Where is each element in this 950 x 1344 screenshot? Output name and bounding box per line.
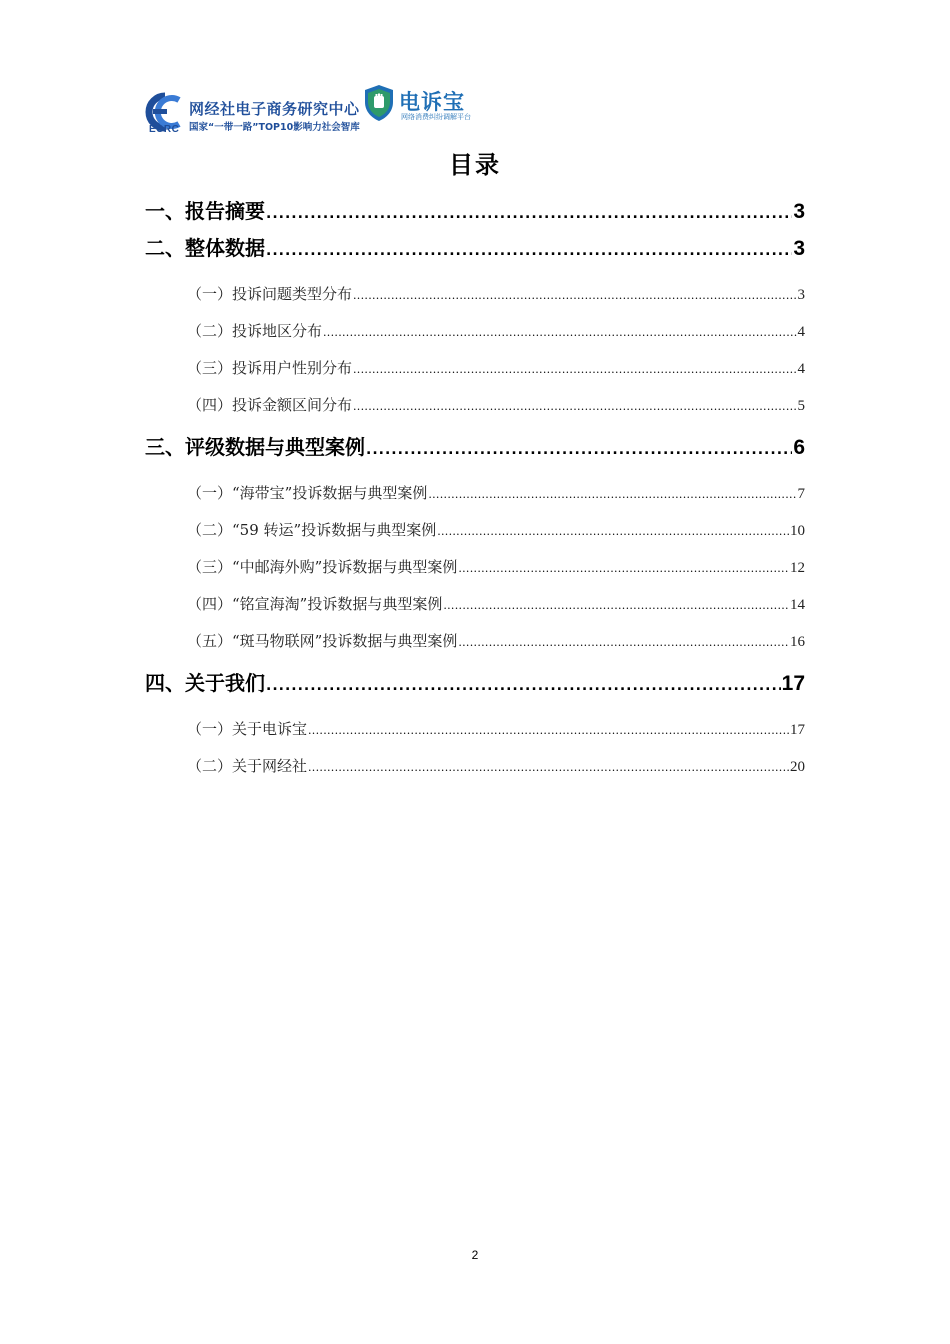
toc-entry-label: （五）“斑马物联网”投诉数据与典型案例 bbox=[187, 632, 458, 650]
toc-entry-page: 7 bbox=[797, 486, 805, 502]
org-slogan: 国家“一带一路”TOP10影响力社会智库 bbox=[189, 122, 360, 133]
toc-entry-page: 20 bbox=[790, 759, 805, 775]
toc-leader-dots bbox=[437, 525, 789, 538]
toc-entry-page: 4 bbox=[797, 361, 805, 377]
toc-entry-label: 二、整体数据 bbox=[145, 236, 265, 260]
toc-entry-page: 17 bbox=[781, 672, 805, 695]
toc-entry-label: （二）“59 转运”投诉数据与典型案例 bbox=[187, 521, 437, 539]
toc-entry-page: 16 bbox=[790, 634, 805, 650]
toc-leader-dots bbox=[323, 326, 796, 339]
toc-subsection-entry[interactable] bbox=[145, 556, 805, 593]
table-of-contents bbox=[145, 195, 805, 792]
toc-entry-label: （一）投诉问题类型分布 bbox=[187, 285, 353, 303]
toc-entry-label: （四）“铭宣海淘”投诉数据与典型案例 bbox=[187, 595, 443, 613]
toc-entry-label: （三）“中邮海外购”投诉数据与典型案例 bbox=[187, 558, 458, 576]
toc-entry-label: 三、评级数据与典型案例 bbox=[145, 435, 365, 459]
toc-leader-dots bbox=[458, 636, 789, 649]
toc-section-entry[interactable] bbox=[145, 195, 805, 232]
toc-entry-label: （二）关于网经社 bbox=[187, 757, 308, 775]
toc-leader-dots bbox=[366, 442, 792, 458]
toc-leader-dots bbox=[458, 562, 789, 575]
toc-entry-label: （四）投诉金额区间分布 bbox=[187, 396, 353, 414]
toc-section-entry[interactable] bbox=[145, 431, 805, 468]
toc-subsection-entry[interactable] bbox=[145, 320, 805, 357]
toc-entry-page: 17 bbox=[790, 722, 805, 738]
toc-entry-page: 6 bbox=[793, 436, 805, 459]
toc-subsection-entry[interactable] bbox=[145, 755, 805, 792]
toc-title: 目录 bbox=[449, 151, 501, 179]
toc-leader-dots bbox=[353, 289, 796, 302]
toc-leader-dots bbox=[308, 761, 789, 774]
toc-entry-page: 5 bbox=[797, 398, 805, 414]
toc-entry-page: 3 bbox=[797, 287, 805, 303]
toc-entry-page: 10 bbox=[790, 523, 805, 539]
toc-subsection-entry[interactable] bbox=[145, 394, 805, 431]
toc-entry-label: （一）关于电诉宝 bbox=[187, 720, 308, 738]
brand-name: 电诉宝 bbox=[399, 90, 465, 114]
toc-leader-dots bbox=[266, 206, 792, 222]
toc-section-entry[interactable] bbox=[145, 232, 805, 269]
page-header bbox=[145, 78, 505, 136]
toc-subsection-entry[interactable] bbox=[145, 482, 805, 519]
shield-fist-icon bbox=[363, 84, 395, 122]
toc-entry-label: （一）“海带宝”投诉数据与典型案例 bbox=[187, 484, 428, 502]
toc-subsection-entry[interactable] bbox=[145, 593, 805, 630]
toc-leader-dots bbox=[428, 488, 796, 501]
toc-subsection-entry[interactable] bbox=[145, 283, 805, 320]
toc-leader-dots bbox=[266, 678, 781, 694]
toc-leader-dots bbox=[443, 599, 789, 612]
toc-subsection-entry[interactable] bbox=[145, 519, 805, 556]
org-name: 网经社电子商务研究中心 bbox=[189, 100, 360, 118]
toc-leader-dots bbox=[353, 400, 796, 413]
toc-entry-page: 3 bbox=[793, 200, 805, 223]
toc-subsection-entry[interactable] bbox=[145, 357, 805, 394]
toc-section-entry[interactable] bbox=[145, 667, 805, 704]
toc-subsection-entry[interactable] bbox=[145, 630, 805, 667]
toc-entry-page: 12 bbox=[790, 560, 805, 576]
toc-leader-dots bbox=[266, 243, 792, 259]
toc-entry-page: 14 bbox=[790, 597, 805, 613]
toc-entry-label: （三）投诉用户性别分布 bbox=[187, 359, 353, 377]
toc-entry-page: 3 bbox=[793, 237, 805, 260]
brand-subtitle: 网络消费纠纷调解平台 bbox=[401, 113, 471, 121]
toc-entry-label: 四、关于我们 bbox=[145, 671, 265, 695]
toc-leader-dots bbox=[353, 363, 796, 376]
toc-entry-page: 4 bbox=[797, 324, 805, 340]
toc-entry-label: （二）投诉地区分布 bbox=[187, 322, 323, 340]
toc-subsection-entry[interactable] bbox=[145, 718, 805, 755]
toc-entry-label: 一、报告摘要 bbox=[145, 199, 265, 223]
ecrc-logo-text: ECRC bbox=[149, 124, 180, 135]
toc-leader-dots bbox=[308, 724, 789, 737]
page-number: 2 bbox=[471, 1248, 479, 1262]
